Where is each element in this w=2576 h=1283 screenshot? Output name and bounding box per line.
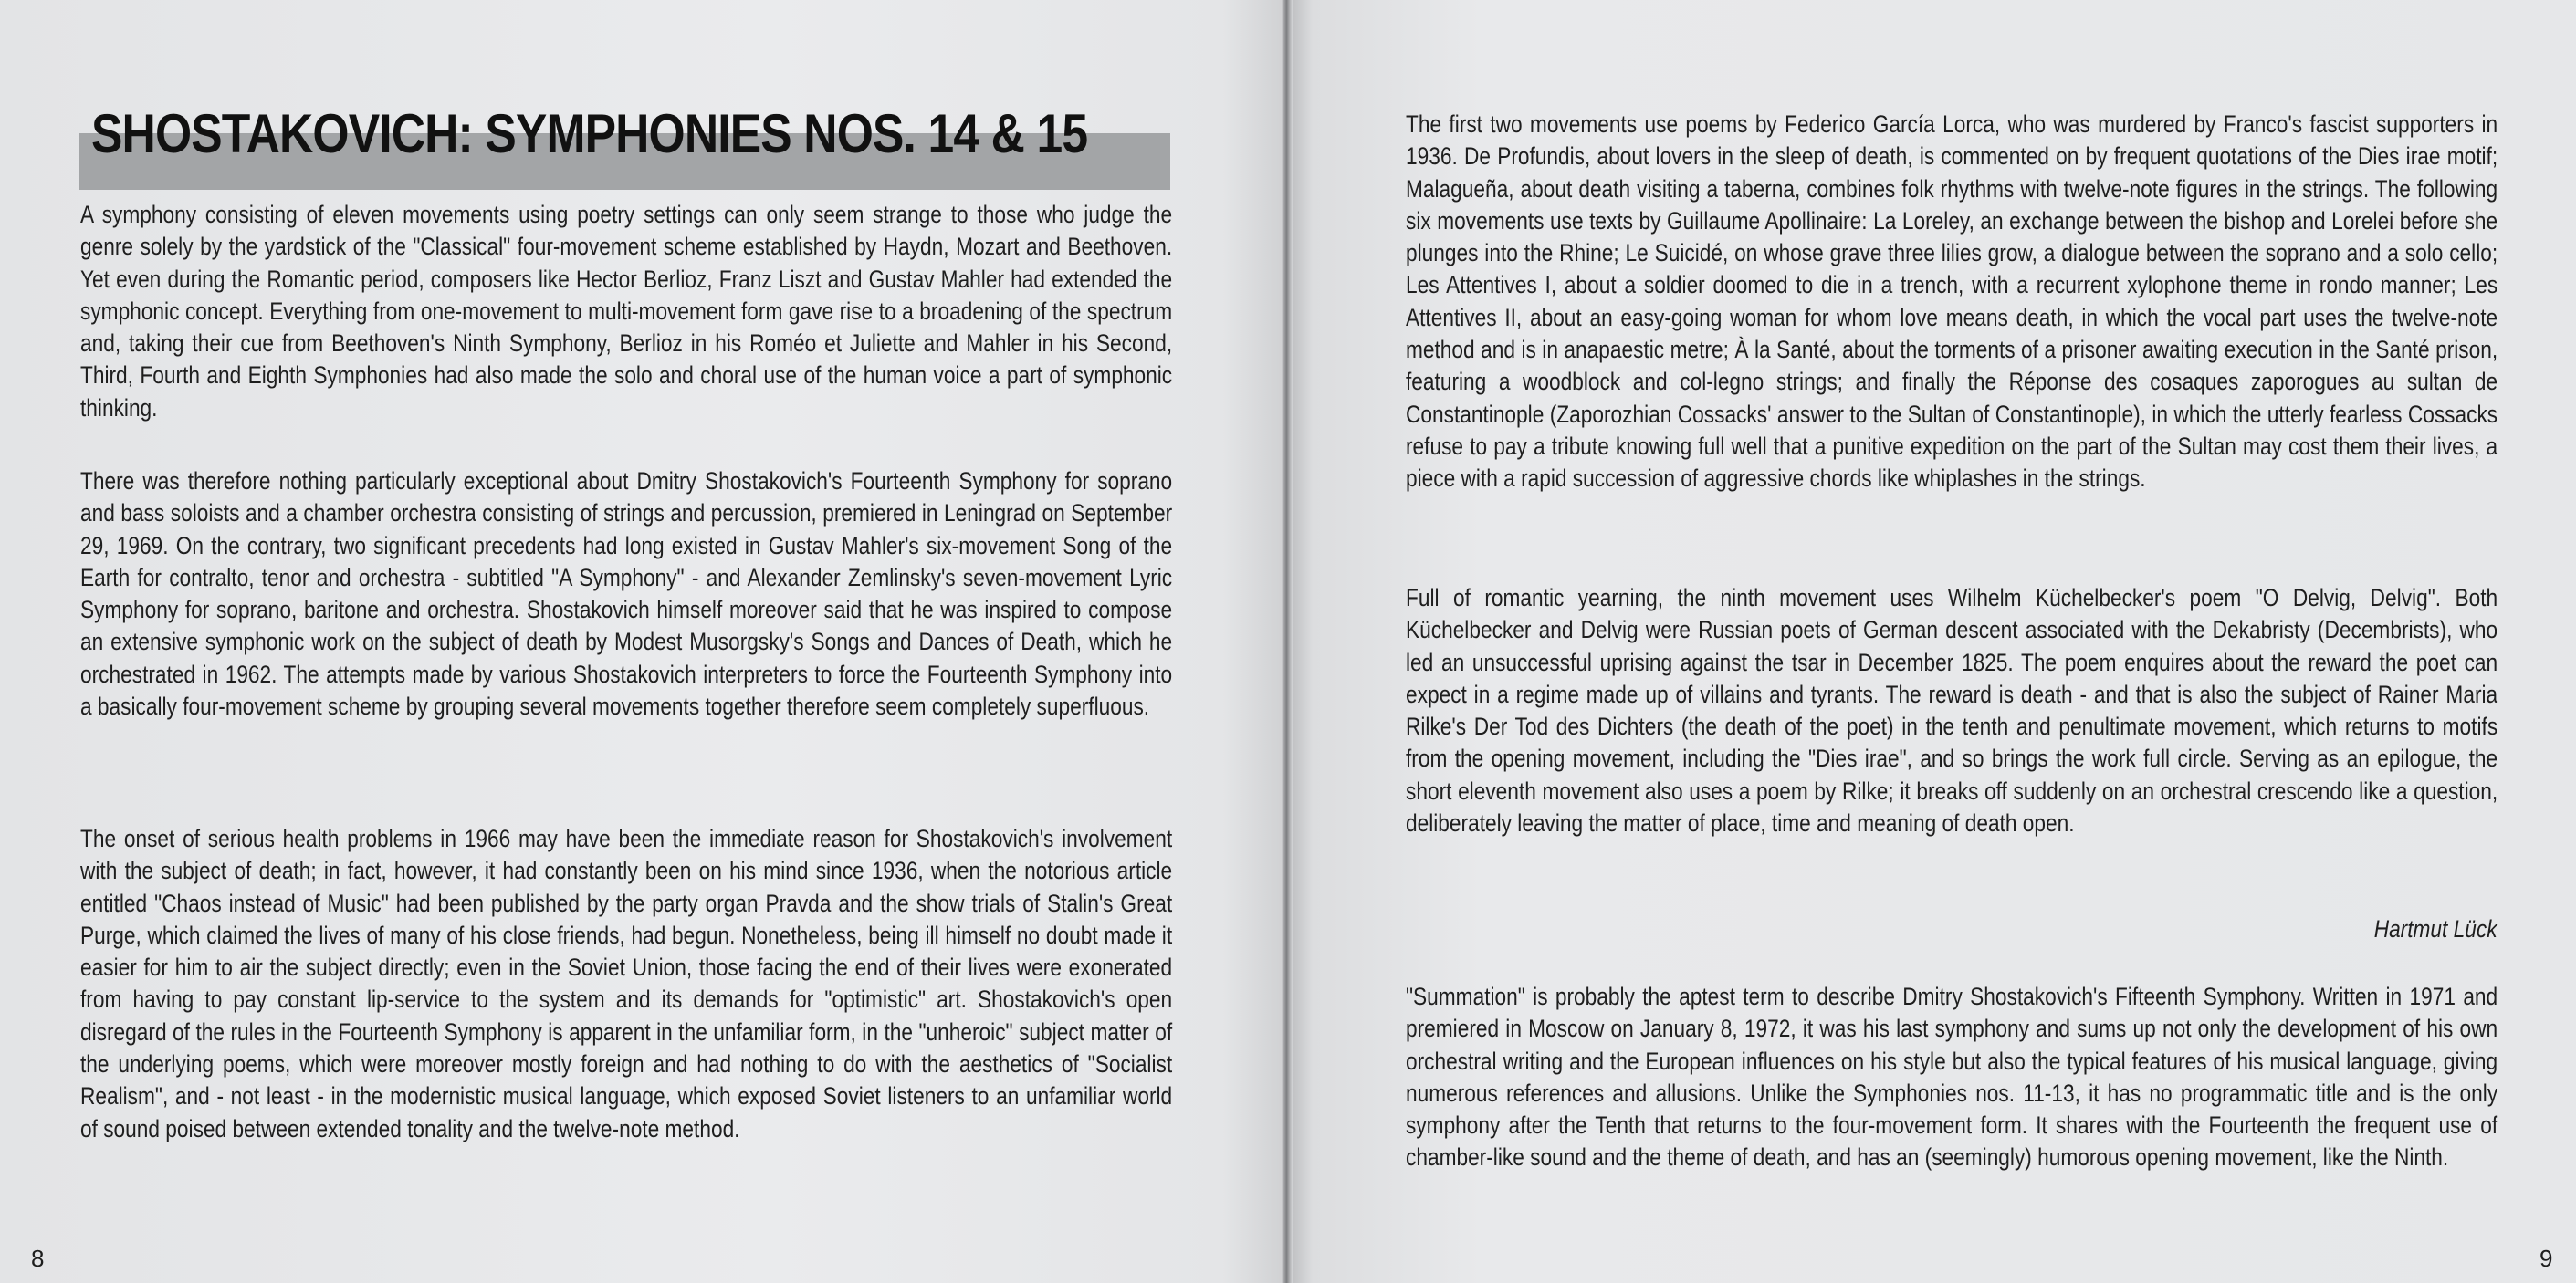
left-paragraph-2 <box>80 465 1172 723</box>
left-paragraph-3 <box>80 823 1172 1145</box>
paragraph-text: There was therefore nothing particularly exceptional about Dmitry Shostakovich's Fourteenth Symphony for soprano and bass soloists and a chamber orchestra consisting of strings and percussion, premiered in Leningrad on September 29, 1969. On the contrary, two significant precedents had long existed in Gustav Mahler's six-movement Song of the Earth for contralto, tenor and orchestra - subtitled "A Symphony" - and Alexander Zemlinsky's seven-movement Lyric Symphony for soprano, baritone and orchestra. Shostakovich himself moreover said that he was inspired to compose an extensive symphonic work on the subject of death by Modest Musorgsky's Songs and Dances of Death, which he orchestrated in 1962. The attempts made by various Shostakovich interpreters to force the Fourteenth Symphony into a basically four-movement scheme by grouping several movements together therefore seem completely superfluous. <box>80 467 1173 721</box>
right-paragraph-1 <box>1406 109 2497 495</box>
page-title: SHOSTAKOVICH: SYMPHONIES NOS. 14 & 15 <box>91 103 1088 164</box>
booklet-fold <box>1282 0 1293 1283</box>
left-paragraph-1 <box>80 199 1172 424</box>
left-page <box>0 0 1287 1283</box>
paragraph-text: The first two movements use poems by Federico García Lorca, who was murdered by Franco's fascist supporters in 1936. De Profundis, about lovers in the sleep of death, is commented on by frequent quotations of the Dies irae motif; Malagueña, about death visiting a taberna, combines folk rhythms with twelve-note figures in the strings. The following six movements use texts by Guillaume Apollinaire: La Loreley, an exchange between the bishop and Lorelei before she plunges into the Rhine; Le Suicidé, on whose grave three lilies grow, a dialogue between the soprano and a solo cello; Les Attentives I, about a soldier doomed to die in a trench, with a recurrent xylophone theme in rondo manner; Les Attentives II, about an easy-going woman for whom love means death, in which the vocal part uses the twelve-note method and is in anapaestic metre; À la Santé, about the torments of a prisoner awaiting execution in the Santé prison, featuring a woodblock and col-legno strings; and finally the Réponse des cosaques zaporogues au sultan de Constantinople (Zaporozhian Cossacks' answer to the Sultan of Constantinople), in which the utterly fearless Cossacks refuse to pay a tribute knowing full well that a punitive expedition on the part of the Sultan may cost them their lives, a piece with a rapid succession of aggressive chords like whiplashes in the strings. <box>1406 110 2498 493</box>
author-signature: Hartmut Lück <box>2374 915 2497 943</box>
page-number-left: 8 <box>31 1245 45 1272</box>
paragraph-text: The onset of serious health problems in 1966 may have been the immediate reason for Shostakovich's involvement with the subject of death; in fact, however, it had constantly been on his mind since 1936, when the notorious article entitled "Chaos instead of Music" had been published by the party organ Pravda and the show trials of Stalin's Great Purge, which claimed the lives of many of his close friends, had begun. Nonetheless, being ill himself no doubt made it easier for him to air the subject directly; even in the Soviet Union, those facing the end of their lives were exonerated from having to pay constant lip-service to the system and its demands for "optimistic" art. Shostakovich's open disregard of the rules in the Fourteenth Symphony is apparent in the unfamiliar form, in the "unheroic" subject matter of the underlying poems, which were moreover mostly foreign and had nothing to do with the aesthetics of "Socialist Realism", and - not least - in the modernistic musical language, which exposed Soviet listeners to an unfamiliar world of sound poised between extended tonality and the twelve-note method. <box>80 825 1173 1142</box>
paragraph-text: A symphony consisting of eleven movements using poetry settings can only seem strange to those who judge the genre solely by the yardstick of the "Classical" four-movement scheme established by Haydn, Mozart and Beethoven. Yet even during the Romantic period, composers like Hector Berlioz, Franz Liszt and Gustav Mahler had extended the symphonic concept. Everything from one-movement to multi-movement form gave rise to a broadening of the spectrum and, taking their cue from Beethoven's Ninth Symphony, Berlioz in his Roméo et Juliette and Mahler in his Second, Third, Fourth and Eighth Symphonies had also made the solo and choral use of the human voice a part of symphonic thinking. <box>80 201 1173 422</box>
right-paragraph-2 <box>1406 582 2497 840</box>
paragraph-text: Full of romantic yearning, the ninth movement uses Wilhelm Küchelbecker's poem "O Delvig, Delvig". Both Küchelbecker and Delvig were Russian poets of German descent associated with the Dekabristy (Decembrists), who led an unsuccessful uprising against the tsar in December 1825. The poem enquires about the reward the poet can expect in a regime made up of villains and tyrants. The reward is death - and that is also the subject of Rainer Maria Rilke's Der Tod des Dichters (the death of the poet) in the tenth and penultimate movement, which returns to motifs from the opening movement, including the "Dies irae", and so brings the work full circle. Serving as an epilogue, the short eleventh movement also uses a poem by Rilke; it breaks off suddenly on an orchestral crescendo like a question, deliberately leaving the matter of place, time and meaning of death open. <box>1406 584 2498 838</box>
right-paragraph-3 <box>1406 981 2497 1174</box>
page-number-right: 9 <box>2539 1245 2553 1272</box>
paragraph-text: "Summation" is probably the aptest term to describe Dmitry Shostakovich's Fifteenth Symphony. Written in 1971 and premiered in Moscow on January 8, 1972, it was his last symphony and sums up not only the development of his own orchestral writing and the European influences on his style but also the typical features of his musical language, giving numerous references and allusions. Unlike the Symphonies nos. 11-13, it has no programmatic title and is the only symphony after the Tenth that returns to the four-movement form. It shares with the Fourteenth the frequent use of chamber-like sound and the theme of death, and has an (seemingly) humorous opening movement, like the Ninth. <box>1406 983 2498 1172</box>
